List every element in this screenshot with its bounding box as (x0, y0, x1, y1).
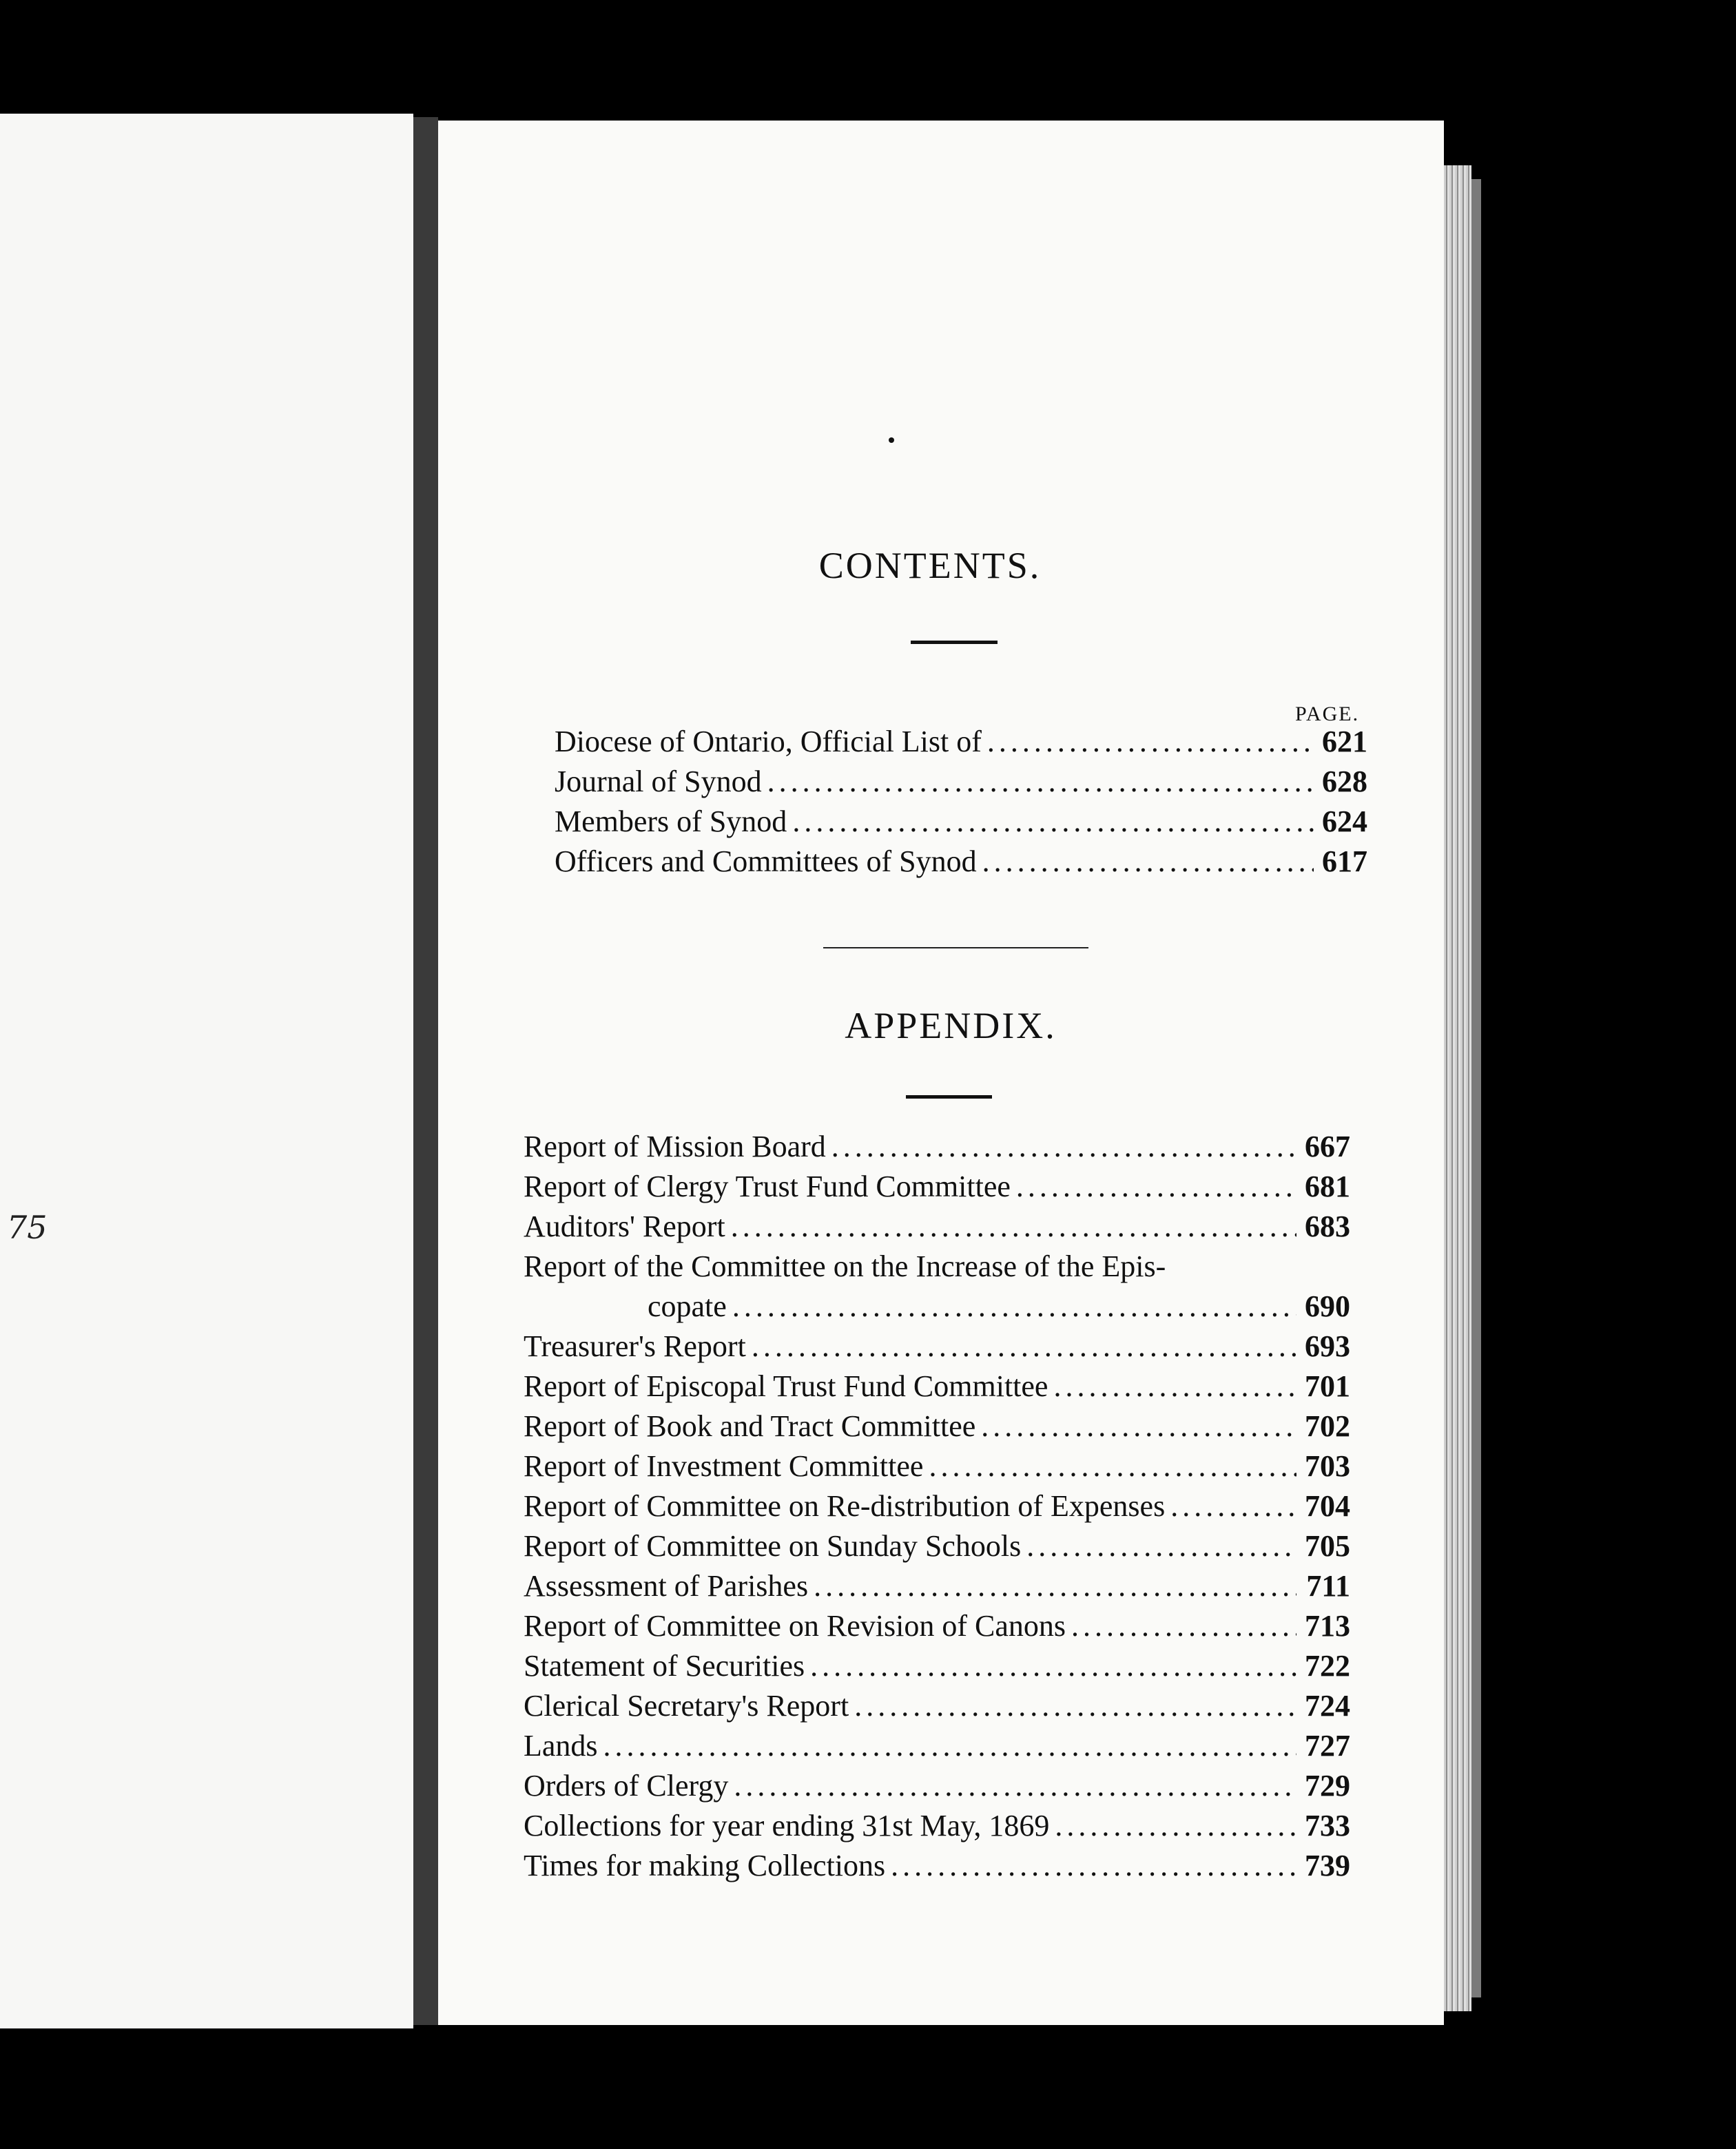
toc-entry (524, 1287, 1350, 1327)
dot-leader (767, 762, 1314, 802)
entry-title: Members of Synod (555, 804, 787, 838)
entry-title: copate (648, 1289, 727, 1323)
toc-entry (524, 1486, 1350, 1526)
entry-page-number: 722 (1305, 1649, 1350, 1683)
page-column-header: PAGE. (1295, 703, 1360, 725)
entry-title: Assessment of Parishes (524, 1569, 809, 1603)
dot-leader (603, 1726, 1296, 1766)
entry-page-number: 701 (1305, 1369, 1350, 1403)
entry-title: Journal of Synod (555, 765, 762, 798)
dot-leader (734, 1766, 1296, 1806)
entry-title: Report of Investment Committee (524, 1449, 924, 1483)
entry-title: Collections for year ending 31st May, 1869 (524, 1809, 1050, 1842)
entry-title: Diocese of Ontario, Official List of (555, 725, 982, 758)
entry-title: Report of Committee on Revision of Canons (524, 1609, 1066, 1643)
dot-leader (929, 1446, 1296, 1486)
toc-entry (524, 1766, 1350, 1806)
entry-page-number: 628 (1322, 765, 1367, 798)
dot-leader (982, 842, 1314, 882)
book-cover-edge (1471, 179, 1481, 1997)
toc-entry (555, 762, 1367, 802)
toc-entry (555, 722, 1367, 762)
entry-page-number: 733 (1305, 1809, 1350, 1842)
entry-title: Times for making Collections (524, 1849, 886, 1882)
appendix-list (524, 1127, 1350, 1886)
entry-title: Orders of Clergy (524, 1769, 729, 1803)
toc-entry (524, 1646, 1350, 1686)
entry-title: Report of Episcopal Trust Fund Committee (524, 1369, 1048, 1403)
toc-entry (524, 1806, 1350, 1846)
toc-entry (524, 1446, 1350, 1486)
entry-page-number: 624 (1322, 804, 1367, 838)
entry-page-number: 702 (1305, 1409, 1350, 1443)
entry-page-number: 724 (1305, 1689, 1350, 1723)
appendix-heading: APPENDIX. (845, 1005, 1057, 1046)
dot-leader (752, 1327, 1296, 1367)
toc-entry (524, 1167, 1350, 1207)
toc-entry (524, 1526, 1350, 1566)
toc-entry (524, 1686, 1350, 1726)
toc-entry (524, 1726, 1350, 1766)
entry-page-number: 693 (1305, 1329, 1350, 1363)
dot-leader (981, 1406, 1296, 1446)
entry-page-number: 704 (1305, 1489, 1350, 1523)
toc-entry (524, 1127, 1350, 1167)
dot-leader (792, 802, 1314, 842)
entry-title: Lands (524, 1729, 598, 1763)
entry-page-number: 727 (1305, 1729, 1350, 1763)
dot-leader (1170, 1486, 1296, 1526)
contents-rule (911, 641, 998, 644)
entry-page-number: 729 (1305, 1769, 1350, 1803)
entry-page-number: 703 (1305, 1449, 1350, 1483)
toc-entry (524, 1606, 1350, 1646)
entry-page-number: 617 (1322, 844, 1367, 878)
entry-title: Report of Mission Board (524, 1130, 826, 1163)
entry-title: Officers and Committees of Synod (555, 844, 977, 878)
book-spine (413, 117, 438, 2025)
entry-title: Report of the Committee on the Increase of the Epis- (524, 1249, 1166, 1283)
toc-entry (524, 1846, 1350, 1886)
page-edges (1444, 165, 1471, 2011)
entry-page-number: 690 (1305, 1289, 1350, 1323)
entry-title: Auditors' Report (524, 1210, 725, 1243)
entry-title: Report of Book and Tract Committee (524, 1409, 976, 1443)
entry-page-number: 713 (1305, 1609, 1350, 1643)
dot-leader (1071, 1606, 1296, 1646)
ink-dot (889, 437, 894, 443)
toc-entry (524, 1367, 1350, 1406)
entry-title: Clerical Secretary's Report (524, 1689, 849, 1723)
toc-entry (555, 802, 1367, 842)
entry-page-number: 711 (1306, 1569, 1350, 1603)
dot-leader (814, 1566, 1296, 1606)
entry-title: Treasurer's Report (524, 1329, 746, 1363)
toc-entry (524, 1247, 1350, 1287)
entry-title: Report of Committee on Sunday Schools (524, 1529, 1022, 1563)
entry-page-number: 739 (1305, 1849, 1350, 1882)
entry-title: Statement of Securities (524, 1649, 805, 1683)
contents-heading: CONTENTS. (818, 545, 1042, 586)
section-divider (823, 947, 1088, 948)
left-page (0, 114, 413, 2028)
dot-leader (831, 1127, 1296, 1167)
toc-entry (524, 1406, 1350, 1446)
dot-leader (891, 1846, 1296, 1886)
dot-leader (731, 1207, 1296, 1247)
appendix-rule (906, 1095, 992, 1099)
dot-leader (854, 1686, 1296, 1726)
toc-entry (524, 1327, 1350, 1367)
toc-entry (524, 1207, 1350, 1247)
entry-title: Report of Committee on Re-distribution of Expenses (524, 1489, 1166, 1523)
dot-leader (810, 1646, 1296, 1686)
dot-leader (1053, 1367, 1296, 1406)
toc-entry (555, 842, 1367, 882)
contents-list (555, 722, 1367, 882)
entry-page-number: 705 (1305, 1529, 1350, 1563)
entry-page-number: 621 (1322, 725, 1367, 758)
dot-leader (732, 1287, 1296, 1327)
margin-note: 75 (7, 1209, 48, 1246)
entry-page-number: 683 (1305, 1210, 1350, 1243)
dot-leader (1026, 1526, 1296, 1566)
dot-leader (1055, 1806, 1296, 1846)
toc-entry (524, 1566, 1350, 1606)
entry-title: Report of Clergy Trust Fund Committee (524, 1170, 1011, 1203)
dot-leader (987, 722, 1314, 762)
entry-page-number: 681 (1305, 1170, 1350, 1203)
dot-leader (1016, 1167, 1296, 1207)
entry-page-number: 667 (1305, 1130, 1350, 1163)
